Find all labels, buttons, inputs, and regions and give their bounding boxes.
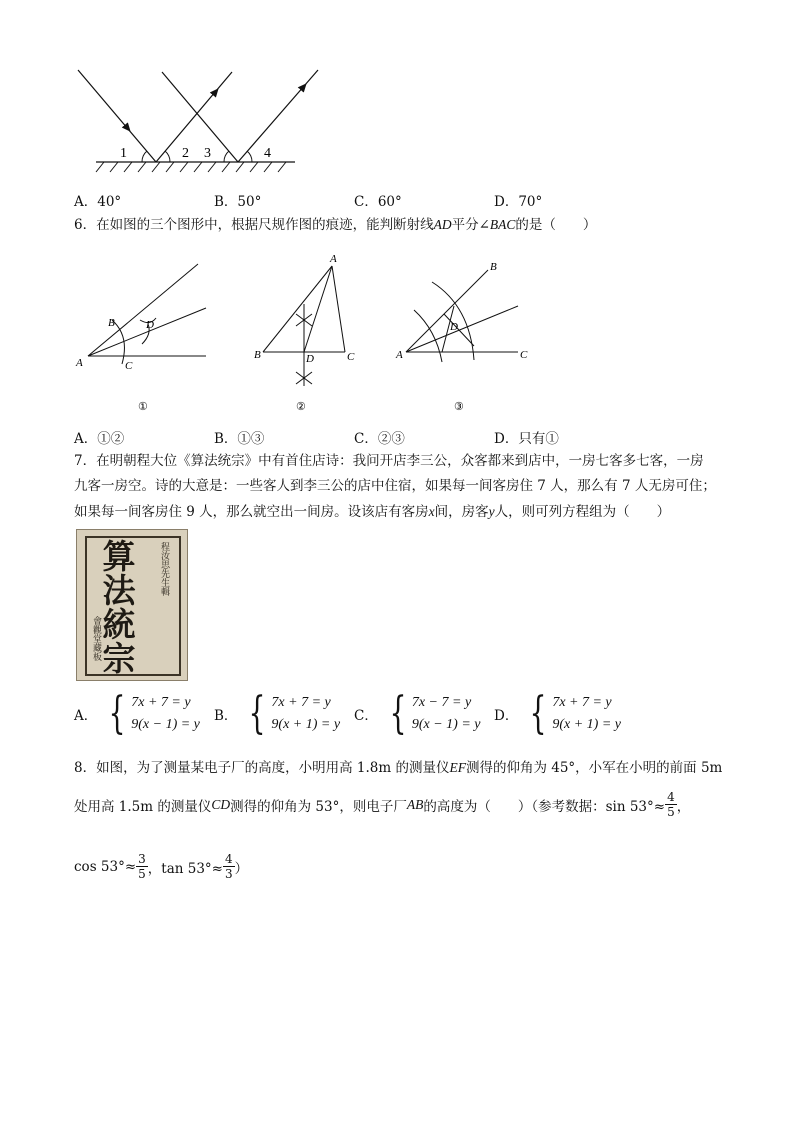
q5-option-b[interactable]: B．50° bbox=[214, 194, 262, 210]
svg-text:D: D bbox=[450, 321, 458, 333]
q6-stem: 6．在如图的三个图形中，根据尺规作图的痕迹，能判断射线AD平分∠BAC的是（ ） bbox=[74, 217, 597, 233]
q6-option-d[interactable]: D．只有① bbox=[494, 431, 559, 447]
angle-label-4: 4 bbox=[264, 146, 271, 161]
svg-text:③: ③ bbox=[454, 401, 464, 413]
svg-text:B: B bbox=[108, 317, 115, 329]
q8-line-3: cos 53°≈ $\frac{3}{5}$ ，tan 53°≈ $\frac{4}{3}$ ） bbox=[74, 852, 249, 881]
svg-text:A: A bbox=[330, 253, 337, 265]
book-cover-image: 算 法 統 宗 程汝思先生輯 會觀堂藏板 bbox=[76, 529, 188, 681]
svg-text:A: A bbox=[76, 357, 83, 369]
svg-text:②: ② bbox=[296, 401, 306, 413]
svg-text:A: A bbox=[396, 349, 403, 361]
incident-ray-2 bbox=[162, 72, 238, 162]
figure-3 bbox=[395, 261, 528, 413]
q7-option-b[interactable]: B． { 7x + 7 = y 9(x + 1) = y bbox=[214, 688, 341, 739]
figure-2 bbox=[254, 253, 355, 413]
construction-figures bbox=[70, 248, 540, 416]
svg-text:B: B bbox=[254, 349, 261, 361]
svg-text:D: D bbox=[146, 319, 154, 331]
angle-label-1: 1 bbox=[120, 146, 127, 161]
q6-option-b[interactable]: B．①③ bbox=[214, 431, 265, 447]
q6-option-c[interactable]: C．②③ bbox=[354, 431, 405, 447]
q5-options bbox=[74, 190, 634, 210]
reflected-ray-1 bbox=[156, 72, 232, 162]
reflected-ray-2 bbox=[238, 70, 318, 162]
q7-option-d[interactable]: D． { 7x + 7 = y 9(x + 1) = y bbox=[494, 688, 621, 739]
q7-option-c[interactable]: C． { 7x − 7 = y 9(x − 1) = y bbox=[354, 688, 481, 739]
q6-options bbox=[74, 427, 634, 447]
svg-text:B: B bbox=[490, 261, 497, 273]
incident-ray-1 bbox=[78, 70, 156, 162]
svg-text:①: ① bbox=[138, 401, 148, 413]
angle-label-2: 2 bbox=[182, 146, 189, 161]
angle-label-3: 3 bbox=[204, 146, 211, 161]
q5-option-d[interactable]: D．70° bbox=[494, 194, 543, 210]
q5-option-a[interactable]: A．40° bbox=[74, 194, 122, 210]
q5-option-c[interactable]: C．60° bbox=[354, 194, 402, 210]
svg-text:C: C bbox=[125, 360, 133, 372]
svg-text:C: C bbox=[347, 351, 355, 363]
reflection-figure bbox=[70, 62, 340, 182]
svg-text:C: C bbox=[520, 349, 528, 361]
q7-stem: 7．在明朝程大位《算法统宗》中有首住店诗：我问开店李三公，众客都来到店中，一房七客多七客，一房 九客一房空。诗的大意是：一些客人到李三公的店中住宿，如果每一间客房住 7 人，那么有 7 人无房可住； 如果每一间客房住 9 人，那么就空出一间房。设该店有客房x间，房客y人，则可列方程组为（ ） bbox=[74, 453, 716, 520]
svg-text:D: D bbox=[306, 353, 314, 365]
q8-line-2: 处用高 1.5m 的测量仪 CD 测得的仰角为 53°，则电子厂 AB 的高度为（ ）（参考数据：sin 53°≈ $\frac{4}{5}$ ， bbox=[74, 790, 691, 819]
q6-option-a[interactable]: A．①② bbox=[74, 431, 125, 447]
q8-line-1: 8．如图，为了测量某电子厂的高度，小明用高 1.8m 的测量仪EF测得的仰角为 45°，小军在小明的前面 5m bbox=[74, 760, 723, 776]
q7-option-a[interactable]: A． { 7x + 7 = y 9(x − 1) = y bbox=[74, 688, 200, 739]
figure-1 bbox=[75, 264, 206, 413]
